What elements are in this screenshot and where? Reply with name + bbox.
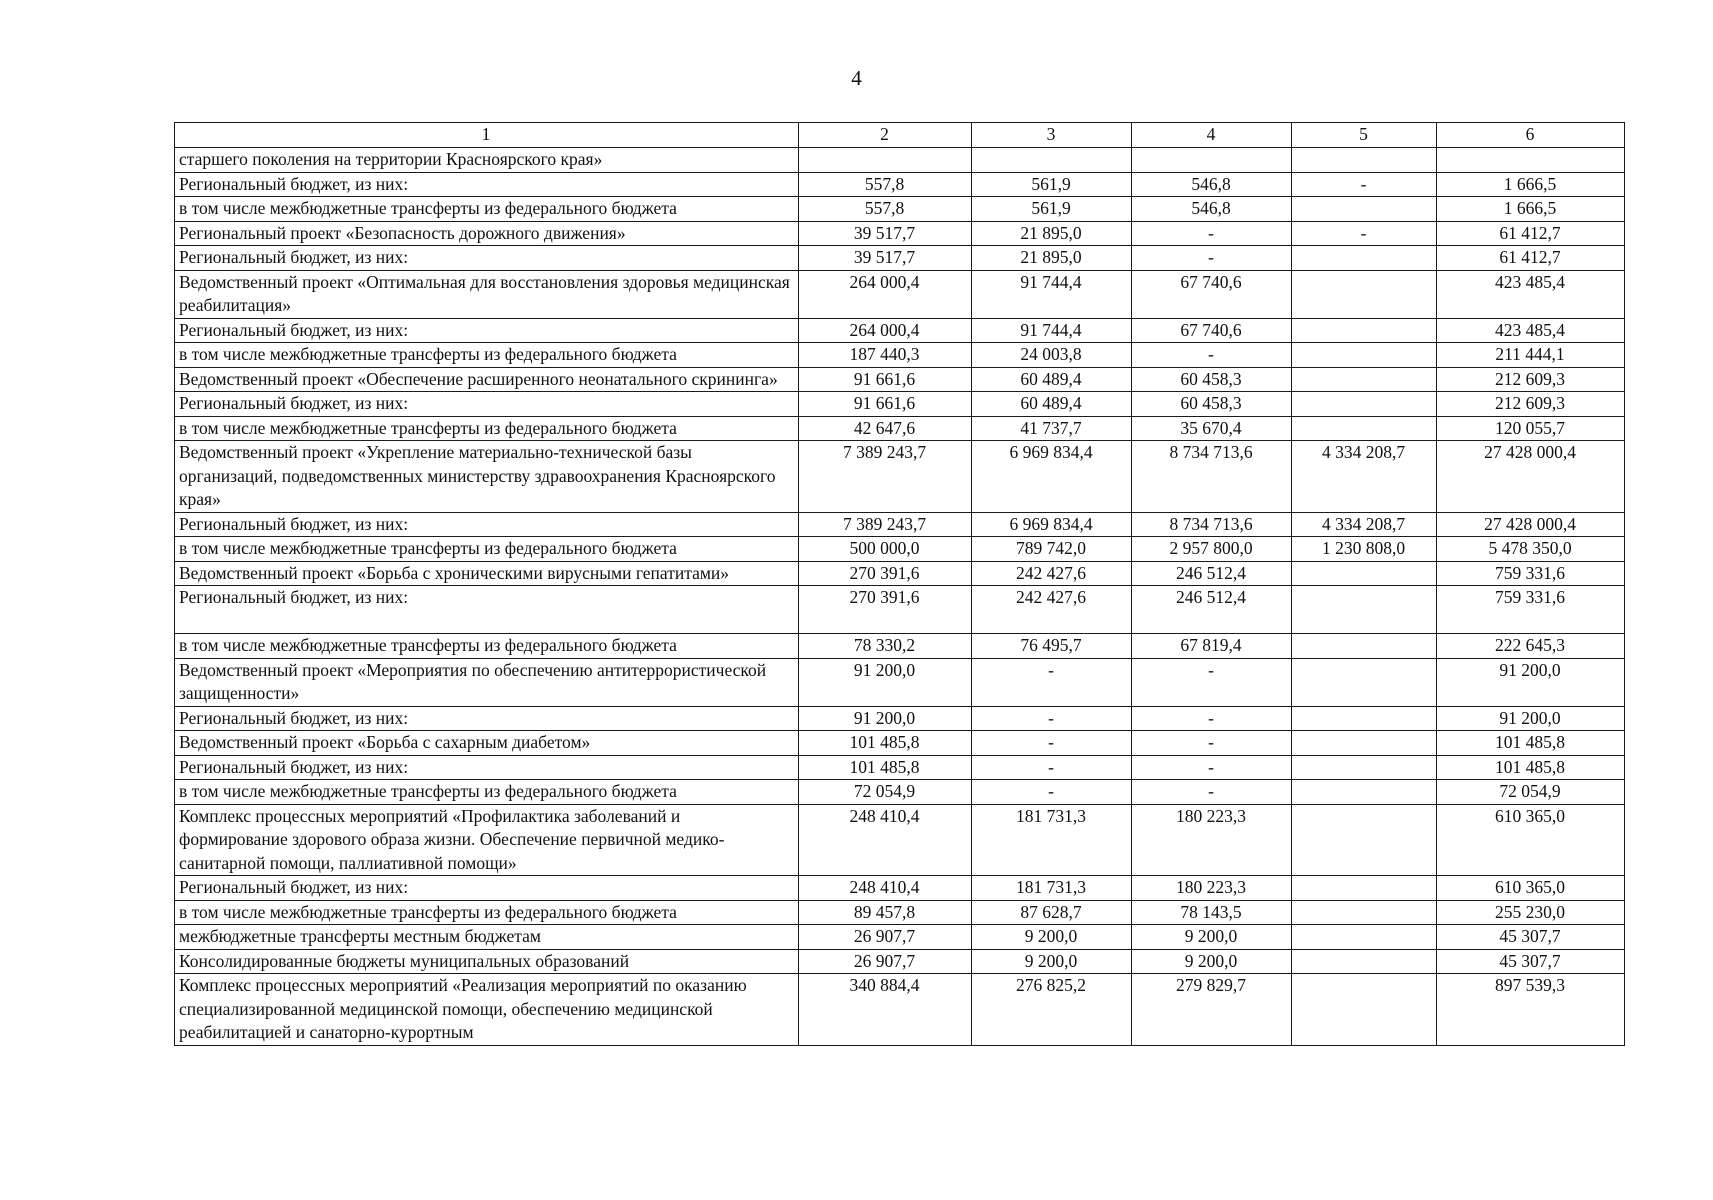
value-cell	[1292, 780, 1437, 805]
value-cell: 242 427,6	[972, 561, 1132, 586]
value-cell: 39 517,7	[799, 246, 972, 271]
budget-table	[174, 122, 1625, 1046]
table-row	[175, 780, 1625, 805]
row-label: Региональный бюджет, из них:	[175, 586, 799, 634]
value-cell: 67 819,4	[1132, 634, 1292, 659]
table-row	[175, 876, 1625, 901]
value-cell	[1292, 416, 1437, 441]
row-label: Региональный бюджет, из них:	[175, 318, 799, 343]
value-cell: 270 391,6	[799, 561, 972, 586]
table-row	[175, 586, 1625, 634]
row-label: Ведомственный проект «Обеспечение расширенного неонатального скрининга»	[175, 367, 799, 392]
value-cell: -	[1132, 706, 1292, 731]
row-label: в том числе межбюджетные трансферты из федерального бюджета	[175, 537, 799, 562]
table-row	[175, 246, 1625, 271]
row-label: в том числе межбюджетные трансферты из федерального бюджета	[175, 343, 799, 368]
row-label: Региональный бюджет, из них:	[175, 706, 799, 731]
value-cell: 91 200,0	[799, 658, 972, 706]
value-cell: 423 485,4	[1437, 270, 1625, 318]
value-cell: 21 895,0	[972, 221, 1132, 246]
value-cell	[1292, 900, 1437, 925]
table-row	[175, 318, 1625, 343]
value-cell	[1292, 197, 1437, 222]
value-cell: 101 485,8	[1437, 755, 1625, 780]
value-cell: 78 330,2	[799, 634, 972, 659]
value-cell: 212 609,3	[1437, 392, 1625, 417]
value-cell: 120 055,7	[1437, 416, 1625, 441]
value-cell: -	[972, 706, 1132, 731]
row-label: Комплекс процессных мероприятий «Профилактика заболеваний и формирование здорового образа жизни. Обеспечение первичной медико-санитарной помощи, паллиативной помощи»	[175, 804, 799, 876]
value-cell: 91 661,6	[799, 367, 972, 392]
table-row	[175, 804, 1625, 876]
value-cell: -	[972, 755, 1132, 780]
value-cell: 91 744,4	[972, 318, 1132, 343]
value-cell: -	[972, 658, 1132, 706]
column-number: 2	[799, 123, 972, 148]
value-cell: 7 389 243,7	[799, 512, 972, 537]
value-cell: 212 609,3	[1437, 367, 1625, 392]
value-cell: -	[1132, 755, 1292, 780]
row-label: Региональный бюджет, из них:	[175, 876, 799, 901]
column-number-row	[175, 123, 1625, 148]
value-cell: 222 645,3	[1437, 634, 1625, 659]
value-cell: 39 517,7	[799, 221, 972, 246]
value-cell: 264 000,4	[799, 318, 972, 343]
value-cell: 7 389 243,7	[799, 441, 972, 513]
value-cell: 61 412,7	[1437, 221, 1625, 246]
value-cell: 4 334 208,7	[1292, 441, 1437, 513]
value-cell: 87 628,7	[972, 900, 1132, 925]
value-cell	[1132, 148, 1292, 173]
table-row	[175, 148, 1625, 173]
value-cell	[972, 148, 1132, 173]
value-cell: 60 458,3	[1132, 392, 1292, 417]
row-label: в том числе межбюджетные трансферты из федерального бюджета	[175, 416, 799, 441]
value-cell	[1292, 731, 1437, 756]
value-cell	[1292, 974, 1437, 1046]
value-cell: 78 143,5	[1132, 900, 1292, 925]
value-cell: 180 223,3	[1132, 804, 1292, 876]
table-row	[175, 537, 1625, 562]
value-cell: 60 458,3	[1132, 367, 1292, 392]
table-row	[175, 197, 1625, 222]
value-cell: 67 740,6	[1132, 318, 1292, 343]
value-cell	[1292, 949, 1437, 974]
value-cell: -	[972, 731, 1132, 756]
value-cell	[1292, 755, 1437, 780]
value-cell: 9 200,0	[1132, 925, 1292, 950]
value-cell: 91 744,4	[972, 270, 1132, 318]
page-number: 4	[851, 66, 862, 90]
value-cell: 89 457,8	[799, 900, 972, 925]
table-row	[175, 367, 1625, 392]
table-row	[175, 343, 1625, 368]
value-cell	[1292, 367, 1437, 392]
value-cell: -	[1132, 343, 1292, 368]
row-label: Региональный бюджет, из них:	[175, 755, 799, 780]
value-cell: 91 200,0	[799, 706, 972, 731]
value-cell: 27 428 000,4	[1437, 512, 1625, 537]
value-cell: -	[1132, 246, 1292, 271]
value-cell	[1292, 804, 1437, 876]
value-cell: 211 444,1	[1437, 343, 1625, 368]
value-cell	[1292, 706, 1437, 731]
row-label: в том числе межбюджетные трансферты из федерального бюджета	[175, 900, 799, 925]
table-row	[175, 634, 1625, 659]
value-cell: 557,8	[799, 172, 972, 197]
value-cell: 279 829,7	[1132, 974, 1292, 1046]
value-cell	[1292, 634, 1437, 659]
table-row	[175, 512, 1625, 537]
value-cell: 2 957 800,0	[1132, 537, 1292, 562]
value-cell: 340 884,4	[799, 974, 972, 1046]
table-row	[175, 658, 1625, 706]
table-row	[175, 755, 1625, 780]
value-cell: 546,8	[1132, 172, 1292, 197]
table-row	[175, 706, 1625, 731]
value-cell	[1292, 925, 1437, 950]
table-row	[175, 731, 1625, 756]
value-cell	[1437, 148, 1625, 173]
value-cell: 27 428 000,4	[1437, 441, 1625, 513]
value-cell: -	[1132, 780, 1292, 805]
value-cell: 610 365,0	[1437, 876, 1625, 901]
value-cell: 276 825,2	[972, 974, 1132, 1046]
value-cell: -	[1292, 172, 1437, 197]
table-row	[175, 925, 1625, 950]
value-cell: 1 230 808,0	[1292, 537, 1437, 562]
value-cell: 248 410,4	[799, 876, 972, 901]
value-cell: 9 200,0	[972, 925, 1132, 950]
column-number: 3	[972, 123, 1132, 148]
value-cell	[1292, 586, 1437, 634]
row-label: в том числе межбюджетные трансферты из федерального бюджета	[175, 780, 799, 805]
table-row	[175, 441, 1625, 513]
value-cell: 8 734 713,6	[1132, 512, 1292, 537]
value-cell	[1292, 318, 1437, 343]
row-label: Региональный бюджет, из них:	[175, 512, 799, 537]
value-cell	[1292, 246, 1437, 271]
value-cell: 6 969 834,4	[972, 441, 1132, 513]
value-cell: 546,8	[1132, 197, 1292, 222]
value-cell: 270 391,6	[799, 586, 972, 634]
row-label: Ведомственный проект «Укрепление материально-технической базы организаций, подведомственных министерству здравоохранения Красноярского края»	[175, 441, 799, 513]
value-cell: 91 200,0	[1437, 658, 1625, 706]
table-row	[175, 392, 1625, 417]
value-cell: 67 740,6	[1132, 270, 1292, 318]
value-cell: 789 742,0	[972, 537, 1132, 562]
value-cell: 561,9	[972, 197, 1132, 222]
value-cell: 1 666,5	[1437, 172, 1625, 197]
value-cell: 76 495,7	[972, 634, 1132, 659]
column-number: 5	[1292, 123, 1437, 148]
row-label: Региональный бюджет, из них:	[175, 172, 799, 197]
value-cell: 41 737,7	[972, 416, 1132, 441]
table-row	[175, 221, 1625, 246]
value-cell: -	[972, 780, 1132, 805]
value-cell: 264 000,4	[799, 270, 972, 318]
value-cell: 759 331,6	[1437, 586, 1625, 634]
row-label: Консолидированные бюджеты муниципальных образований	[175, 949, 799, 974]
row-label: Ведомственный проект «Борьба с хроническими вирусными гепатитами»	[175, 561, 799, 586]
value-cell	[1292, 876, 1437, 901]
value-cell: 423 485,4	[1437, 318, 1625, 343]
value-cell: 101 485,8	[799, 731, 972, 756]
table-row	[175, 949, 1625, 974]
value-cell: 45 307,7	[1437, 925, 1625, 950]
value-cell: 255 230,0	[1437, 900, 1625, 925]
row-label: Региональный бюджет, из них:	[175, 246, 799, 271]
value-cell: 61 412,7	[1437, 246, 1625, 271]
value-cell: 246 512,4	[1132, 586, 1292, 634]
value-cell	[1292, 343, 1437, 368]
row-label: межбюджетные трансферты местным бюджетам	[175, 925, 799, 950]
value-cell: 60 489,4	[972, 392, 1132, 417]
value-cell: 72 054,9	[1437, 780, 1625, 805]
value-cell: 759 331,6	[1437, 561, 1625, 586]
table-row	[175, 270, 1625, 318]
table-body	[175, 148, 1625, 1046]
value-cell	[1292, 148, 1437, 173]
value-cell: 45 307,7	[1437, 949, 1625, 974]
value-cell: 9 200,0	[1132, 949, 1292, 974]
value-cell	[1292, 392, 1437, 417]
column-number: 6	[1437, 123, 1625, 148]
value-cell: 248 410,4	[799, 804, 972, 876]
value-cell: 4 334 208,7	[1292, 512, 1437, 537]
value-cell: 9 200,0	[972, 949, 1132, 974]
table-row	[175, 416, 1625, 441]
value-cell: 187 440,3	[799, 343, 972, 368]
row-label: Ведомственный проект «Борьба с сахарным диабетом»	[175, 731, 799, 756]
value-cell: 6 969 834,4	[972, 512, 1132, 537]
value-cell: -	[1132, 731, 1292, 756]
value-cell	[1292, 561, 1437, 586]
value-cell: 101 485,8	[799, 755, 972, 780]
value-cell: -	[1132, 221, 1292, 246]
value-cell: 610 365,0	[1437, 804, 1625, 876]
value-cell: 21 895,0	[972, 246, 1132, 271]
value-cell: 5 478 350,0	[1437, 537, 1625, 562]
value-cell: 242 427,6	[972, 586, 1132, 634]
value-cell: 91 200,0	[1437, 706, 1625, 731]
value-cell: 181 731,3	[972, 876, 1132, 901]
value-cell: -	[1292, 221, 1437, 246]
row-label: Комплекс процессных мероприятий «Реализация мероприятий по оказанию специализированной медицинской помощи, обеспечению медицинской реабилитацией и санаторно-курортным	[175, 974, 799, 1046]
row-label: Региональный проект «Безопасность дорожного движения»	[175, 221, 799, 246]
value-cell: 897 539,3	[1437, 974, 1625, 1046]
value-cell: 24 003,8	[972, 343, 1132, 368]
table-row	[175, 561, 1625, 586]
value-cell: 500 000,0	[799, 537, 972, 562]
value-cell: -	[1132, 658, 1292, 706]
value-cell: 561,9	[972, 172, 1132, 197]
value-cell: 26 907,7	[799, 925, 972, 950]
value-cell: 72 054,9	[799, 780, 972, 805]
row-label: Ведомственный проект «Мероприятия по обеспечению антитеррористической защищенности»	[175, 658, 799, 706]
value-cell: 180 223,3	[1132, 876, 1292, 901]
value-cell: 8 734 713,6	[1132, 441, 1292, 513]
value-cell: 101 485,8	[1437, 731, 1625, 756]
value-cell: 246 512,4	[1132, 561, 1292, 586]
row-label: Ведомственный проект «Оптимальная для восстановления здоровья медицинская реабилитация»	[175, 270, 799, 318]
value-cell: 181 731,3	[972, 804, 1132, 876]
value-cell	[1292, 658, 1437, 706]
column-number: 4	[1132, 123, 1292, 148]
value-cell: 91 661,6	[799, 392, 972, 417]
value-cell: 60 489,4	[972, 367, 1132, 392]
value-cell: 35 670,4	[1132, 416, 1292, 441]
table-row	[175, 900, 1625, 925]
value-cell: 26 907,7	[799, 949, 972, 974]
value-cell: 557,8	[799, 197, 972, 222]
value-cell	[799, 148, 972, 173]
row-label: Региональный бюджет, из них:	[175, 392, 799, 417]
value-cell	[1292, 270, 1437, 318]
row-label: в том числе межбюджетные трансферты из федерального бюджета	[175, 634, 799, 659]
table-row	[175, 172, 1625, 197]
value-cell: 1 666,5	[1437, 197, 1625, 222]
column-number: 1	[175, 123, 799, 148]
table-row	[175, 974, 1625, 1046]
row-label: в том числе межбюджетные трансферты из федерального бюджета	[175, 197, 799, 222]
row-label: старшего поколения на территории Красноярского края»	[175, 148, 799, 173]
value-cell: 42 647,6	[799, 416, 972, 441]
